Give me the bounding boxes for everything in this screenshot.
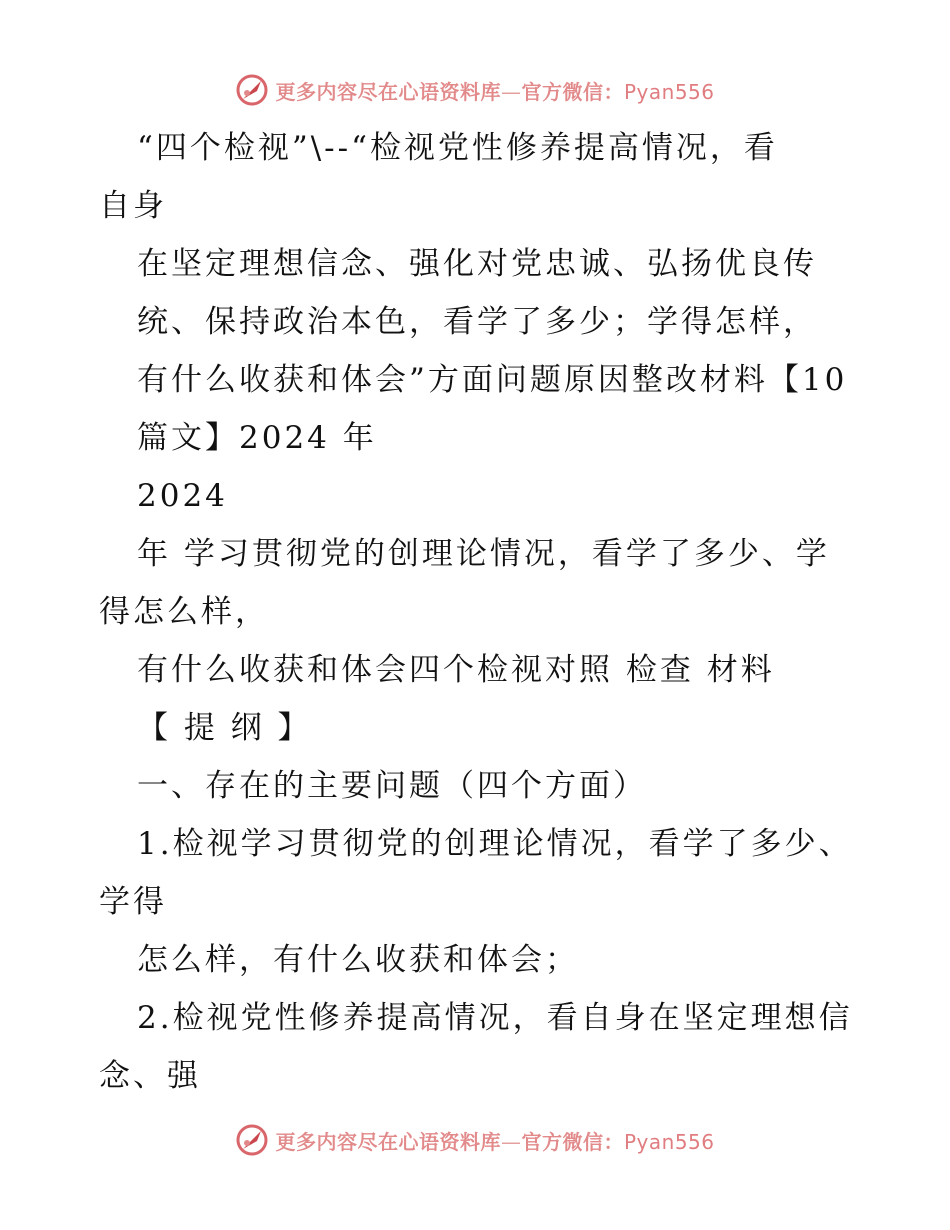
text-line: 2024	[137, 478, 228, 514]
text-line: 得怎么样，	[99, 594, 269, 630]
text-line: 统、保持政治本色，看学了多少；学得怎样，	[137, 304, 817, 340]
text-line: 自身	[99, 188, 167, 224]
text-line: 2.检视党性修养提高情况，看自身在坚定理想信	[137, 1000, 853, 1036]
section-heading: 一、存在的主要问题（四个方面）	[137, 768, 647, 804]
text-line: 1.检视学习贯彻党的创理论情况，看学了多少、	[137, 826, 853, 862]
quill-logo-icon	[235, 73, 269, 107]
text-line: 学得	[99, 884, 167, 920]
quill-logo-icon	[235, 1123, 269, 1157]
text-line: 念、强	[99, 1058, 201, 1094]
text-line: 怎么样，有什么收获和体会；	[137, 942, 579, 978]
watermark-text: 更多内容尽在心语资料库—官方微信：Pyan556	[275, 1129, 715, 1154]
watermark-text: 更多内容尽在心语资料库—官方微信：Pyan556	[275, 79, 715, 104]
text-line: 有什么收获和体会”方面问题原因整改材料【10	[137, 362, 848, 398]
text-line: 在坚定理想信念、强化对党忠诚、弘扬优良传	[137, 246, 817, 282]
watermark-header	[0, 70, 950, 110]
text-line: 有什么收获和体会四个检视对照 检查 材料	[137, 652, 775, 688]
text-line: “四个检视”\--“检视党性修养提高情况，看	[137, 130, 778, 166]
text-line: 年 学习贯彻党的创理论情况，看学了多少、学	[137, 536, 830, 572]
watermark-footer	[0, 1120, 950, 1160]
text-line: 篇文】2024 年	[137, 420, 377, 456]
outline-heading: 【 提 纲 】	[137, 710, 312, 746]
